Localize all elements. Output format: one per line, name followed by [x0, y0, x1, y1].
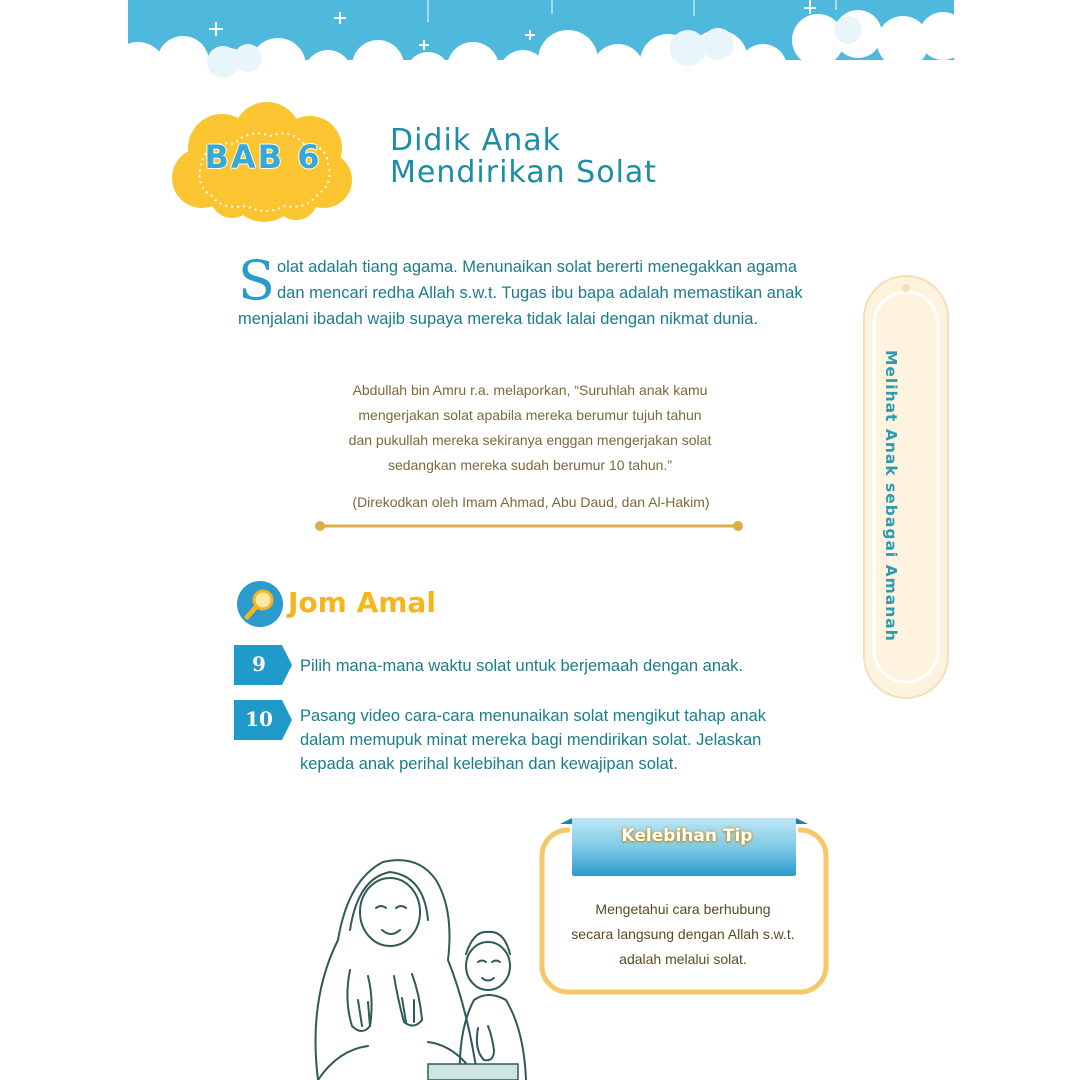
- number-tag-label: 10: [245, 707, 273, 731]
- action-item-10: [300, 704, 766, 776]
- action-item-line: kepada anak perihal kelebihan dan kewajipan solat.: [300, 755, 678, 773]
- chapter-badge-label: BAB 6: [204, 138, 322, 176]
- chapter-title-line2: Mendirikan Solat: [390, 155, 658, 190]
- intro-paragraph: [238, 249, 813, 332]
- hadith-line: dan pukullah mereka sekiranya enggan mengerjakan solat: [348, 432, 712, 448]
- action-item-9: [300, 654, 743, 678]
- chapter-title-line1: Didik Anak: [390, 123, 562, 158]
- hadith-source: (Direkodkan oleh Imam Ahmad, Abu Daud, dan Al-Hakim): [352, 494, 710, 510]
- action-item-line: dalam memupuk minat mereka bagi mendirikan solat. Jelaskan: [300, 731, 762, 749]
- decorative-divider: [314, 518, 744, 534]
- action-item-line: Pilih mana-mana waktu solat untuk berjemaah dengan anak.: [300, 657, 744, 675]
- side-tab-label: Melihat Anak sebagai Amanah: [882, 350, 900, 642]
- magnifier-icon: [236, 580, 284, 628]
- book-page: [128, 0, 954, 1080]
- number-tag-10: [234, 700, 292, 740]
- hadith-line: sedangkan mereka sudah berumur 10 tahun.”: [387, 457, 673, 473]
- number-tag-label: 9: [252, 652, 266, 676]
- jom-amal-title: Jom Amal: [288, 586, 436, 619]
- tip-line: Mengetahui cara berhubung: [595, 901, 771, 917]
- hadith-line: mengerjakan solat apabila mereka berumur tujuh tahun: [358, 407, 702, 423]
- action-item-line: Pasang video cara-cara menunaikan solat mengikut tahap anak: [300, 707, 766, 725]
- tip-line: adalah melalui solat.: [619, 951, 747, 967]
- sky-header-decoration: [128, 0, 954, 110]
- mother-child-praying-illustration: [278, 850, 538, 1080]
- tip-line: secara langsung dengan Allah s.w.t.: [571, 926, 795, 942]
- number-tag-9: [234, 645, 292, 685]
- hadith-line: Abdullah bin Amru r.a. melaporkan, “Suruhlah anak kamu: [352, 382, 708, 398]
- dropcap-letter: S: [238, 249, 275, 312]
- intro-text: olat adalah tiang agama. Menunaikan solat bererti menegakkan agama dan mencari redha Allah s.w.t. Tugas ibu bapa adalah memastikan anak menjalani ibadah wajib supaya mereka tidak lalai dengan nikmat dunia.: [238, 258, 803, 328]
- hadith-quote: [318, 378, 742, 478]
- chapter-title: [390, 125, 657, 189]
- tip-title: Kelebihan Tip: [621, 826, 753, 846]
- tip-body: [558, 897, 808, 972]
